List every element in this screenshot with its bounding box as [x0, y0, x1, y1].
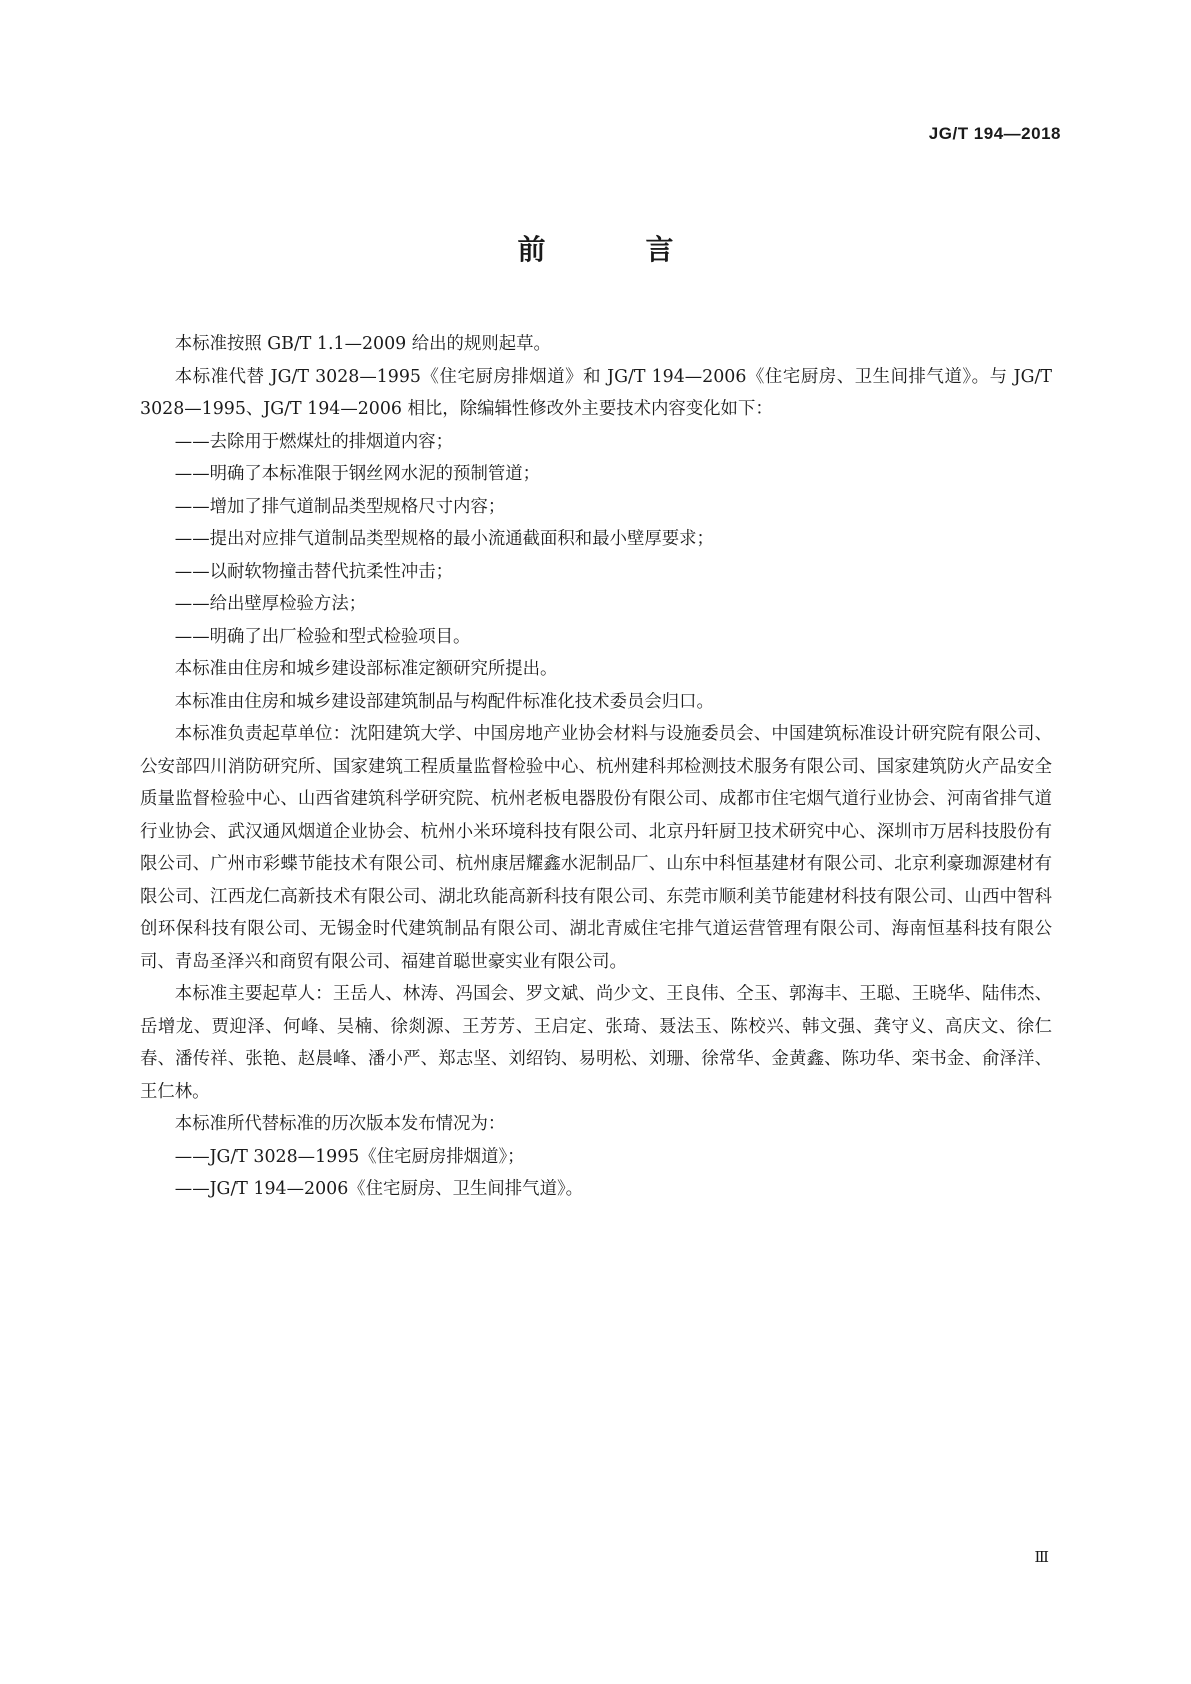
- paragraph-history-intro: 本标准所代替标准的历次版本发布情况为：: [174, 1114, 506, 1134]
- change-item: ——提出对应排气道制品类型规格的最小流通截面积和最小壁厚要求；: [174, 529, 714, 549]
- change-item: ——去除用于燃煤灶的排烟道内容；: [174, 431, 454, 452]
- paragraph-drafters: 本标准主要起草人：王岳人、林涛、冯国会、罗文斌、尚少文、王良伟、仝玉、郭海丰、王聪、王晓华、陆伟杰、岳增龙、贾迎泽、何峰、吴楠、徐剡源、王芳芳、王启定、张琦、聂法玉、陈校兴、韩文强、龚守义、高庆文、徐仁春、潘传祥、张艳、赵晨峰、潘小严、郑志坚、刘绍钧、易明松、刘珊、徐常华、金黄鑫、陈功华、栾书金、俞泽洋、王仁林。: [140, 984, 1052, 1102]
- paragraph-replacement: 本标准代替 JG/T 3028—1995《住宅厨房排烟道》和 JG/T 194—2006《住宅厨房、卫生间排气道》。与 JG/T 3028—1995、JG/T 194—2006 相比，除编辑性修改外主要技术内容变化如下：: [140, 366, 1052, 419]
- paragraph-proposed-by: 本标准由住房和城乡建设部标准定额研究所提出。: [174, 659, 558, 679]
- change-item: ——增加了排气道制品类型规格尺寸内容；: [174, 496, 506, 517]
- page-number: Ⅲ: [1034, 1548, 1049, 1566]
- standard-code: JG/T 194—2018: [928, 124, 1061, 143]
- history-item: ——JG/T 3028—1995《住宅厨房排烟道》；: [174, 1146, 525, 1167]
- document-body: [140, 328, 1052, 1206]
- history-item: ——JG/T 194—2006《住宅厨房、卫生间排气道》。: [174, 1179, 584, 1199]
- change-item: ——给出壁厚检验方法；: [174, 594, 367, 614]
- paragraph-drafting-rules: 本标准按照 GB/T 1.1—2009 给出的规则起草。: [174, 334, 551, 354]
- page-title: 前 言: [517, 233, 710, 266]
- change-item: ——明确了出厂检验和型式检验项目。: [174, 626, 471, 647]
- paragraph-administered-by: 本标准由住房和城乡建设部建筑制品与构配件标准化技术委员会归口。: [174, 691, 714, 712]
- change-item: ——明确了本标准限于钢丝网水泥的预制管道；: [174, 464, 541, 484]
- paragraph-drafting-units: 本标准负责起草单位：沈阳建筑大学、中国房地产业协会材料与设施委员会、中国建筑标准设计研究院有限公司、公安部四川消防研究所、国家建筑工程质量监督检验中心、杭州建科邦检测技术服务有限公司、国家建筑防火产品安全质量监督检验中心、山西省建筑科学研究院、杭州老板电器股份有限公司、成都市住宅烟气道行业协会、河南省排气道行业协会、武汉通风烟道企业协会、杭州小米环境科技有限公司、北京丹轩厨卫技术研究中心、深圳市万居科技股份有限公司、广州市彩蝶节能技术有限公司、杭州康居耀鑫水泥制品厂、山东中科恒基建材有限公司、北京利豪珈源建材有限公司、江西龙仁高新技术有限公司、湖北玖能高新科技有限公司、东莞市顺利美节能建材科技有限公司、山西中智科创环保科技有限公司、无锡金时代建筑制品有限公司、湖北青威住宅排气道运营管理有限公司、海南恒基科技有限公司、青岛圣泽兴和商贸有限公司、福建首聪世豪实业有限公司。: [140, 724, 1052, 972]
- change-item: ——以耐软物撞击替代抗柔性冲击；: [174, 561, 454, 582]
